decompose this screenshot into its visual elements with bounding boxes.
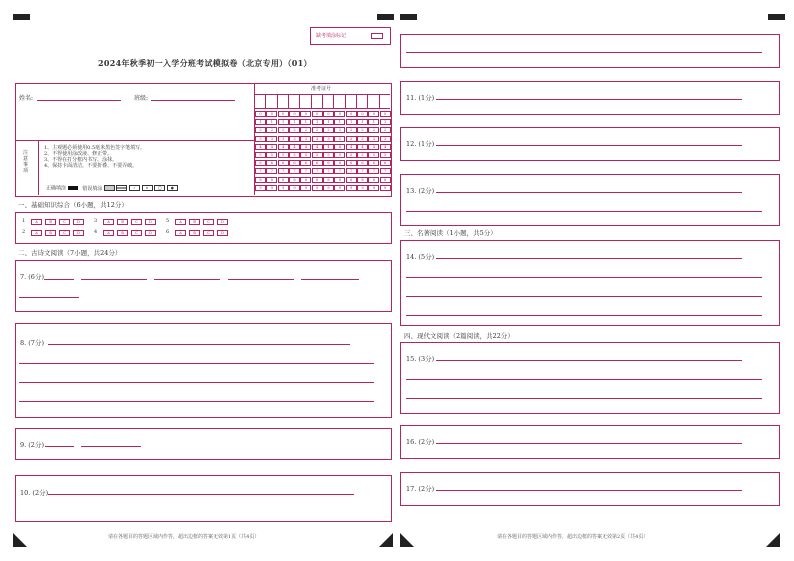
exam-digit-bubble[interactable]: 5 [266,152,277,158]
exam-digit-bubble[interactable]: 7 [357,168,368,174]
q9-box [15,428,392,460]
q8-line-4[interactable] [19,401,374,402]
exam-digit-bubble[interactable]: 4 [255,144,266,150]
exam-digit-bubble[interactable]: 8 [346,177,357,183]
wrong-check-sample: ✓ [129,185,140,191]
exam-digit-bubble[interactable]: 0 [278,111,289,117]
choice-option-bubble[interactable]: B [189,219,200,225]
q7-blank-5[interactable] [301,279,359,280]
exam-digit-bubble[interactable]: 3 [368,136,379,142]
exam-digit-bubble[interactable]: 2 [289,127,300,133]
choice-question-number: 4 [94,229,98,235]
exam-digit-bubble[interactable]: 2 [323,127,334,133]
exam-grid-separator [356,94,357,108]
exam-digit-bubble[interactable]: 3 [346,136,357,142]
exam-grid-separator [322,94,323,108]
exam-digit-bubble[interactable]: 6 [334,160,345,166]
page-1-footer: 请在各题目的答题区域内作答，超出边框的答案无效第1页（共4页） [108,534,260,540]
exam-digit-bubble[interactable]: 8 [266,177,277,183]
exam-digit-bubble[interactable]: 3 [312,136,323,142]
q7-blank-2[interactable] [81,279,147,280]
q12-label: 12. (1分) [406,140,435,148]
exam-digit-bubble[interactable]: 5 [334,152,345,158]
exam-digit-bubble[interactable]: 6 [300,160,311,166]
alignment-mark-top-right [768,14,785,20]
q7-blank-6[interactable] [19,297,79,298]
exam-digit-bubble[interactable]: 9 [255,185,266,191]
choice-option-bubble[interactable]: B [117,230,128,236]
exam-digit-bubble[interactable]: 1 [323,119,334,125]
exam-digit-bubble[interactable]: 8 [334,177,345,183]
exam-digit-bubble[interactable]: 9 [334,185,345,191]
q14-label: 14. (5分) [406,253,435,261]
q7-blank-4[interactable] [228,279,294,280]
exam-digit-bubble[interactable]: 5 [300,152,311,158]
exam-digit-bubble[interactable]: 9 [278,185,289,191]
q16-line[interactable] [436,443,742,444]
q15-line-3[interactable] [406,398,762,399]
exam-digit-bubble[interactable]: 6 [278,160,289,166]
exam-digit-bubble[interactable]: 4 [346,144,357,150]
choice-question-number: 3 [94,218,98,224]
corner-mark-bottom-left [13,533,27,547]
exam-digit-bubble[interactable]: 9 [380,185,391,191]
class-label: 班级: [134,95,149,102]
q8-line-3[interactable] [19,382,374,383]
exam-digit-bubble[interactable]: 7 [266,168,277,174]
exam-digit-bubble[interactable]: 5 [323,152,334,158]
exam-digit-bubble[interactable]: 6 [289,160,300,166]
exam-grid-separator [277,94,278,108]
exam-digit-bubble[interactable]: 7 [346,168,357,174]
absent-mark-box [310,27,391,45]
q14-line-1[interactable] [436,258,742,259]
exam-digit-bubble[interactable]: 2 [300,127,311,133]
choice-option-bubble[interactable]: B [45,230,56,236]
absent-mark-label: 缺考填涂标记 [316,33,347,39]
q13-label: 13. (2分) [406,187,435,195]
q17-label: 17. (2分) [406,485,435,493]
note-2: 2、不得使用涂改液、修正带。 [44,151,113,157]
exam-digit-bubble[interactable]: 1 [346,119,357,125]
exam-digit-bubble[interactable]: 5 [380,152,391,158]
choice-option-bubble[interactable]: C [203,219,214,225]
choice-option-bubble[interactable]: C [59,230,70,236]
q13-line-1[interactable] [436,192,742,193]
exam-grid-separator [299,94,300,108]
q13-box [400,174,780,226]
exam-digit-bubble[interactable]: 7 [323,168,334,174]
exam-digit-bubble[interactable]: 9 [289,185,300,191]
exam-digit-bubble[interactable]: 3 [266,136,277,142]
fill-legend [46,185,178,192]
q17-line[interactable] [436,490,742,491]
section-3-title: 三、名著阅读（1小题，共5分） [404,229,497,237]
exam-digit-bubble[interactable]: 4 [289,144,300,150]
exam-digit-bubble[interactable]: 7 [300,168,311,174]
exam-digit-bubble[interactable]: 1 [278,119,289,125]
q14-line-2[interactable] [406,277,762,278]
wrong-cross-sample: ✕ [142,185,153,191]
choice-option-bubble[interactable]: C [203,230,214,236]
wrong-sample-1 [104,185,115,191]
choice-option-bubble[interactable]: D [73,219,84,225]
exam-digit-bubble[interactable]: 2 [266,127,277,133]
exam-digit-bubble[interactable]: 9 [346,185,357,191]
exam-digit-bubble[interactable]: 9 [357,185,368,191]
notes-list [44,145,249,169]
exam-digit-bubble[interactable]: 5 [289,152,300,158]
exam-digit-bubble[interactable]: 9 [323,185,334,191]
exam-digit-bubble[interactable]: 3 [278,136,289,142]
exam-digit-bubble[interactable]: 0 [255,111,266,117]
q9-label: 9. (2分) [20,441,44,449]
exam-grid-separator [367,94,368,108]
choice-option-bubble[interactable]: A [31,230,42,236]
note-3: 3、不得在打分框内书写、涂抹。 [44,157,118,163]
q16-box [400,425,780,459]
exam-digit-bubble[interactable]: 2 [380,127,391,133]
exam-digit-bubble[interactable]: 0 [289,111,300,117]
alignment-mark-top-center-left [377,14,394,20]
exam-grid-separator [345,94,346,108]
q10-box [15,475,392,522]
corner-mark-bottom-right [766,533,780,547]
exam-digit-bubble[interactable]: 7 [289,168,300,174]
exam-digit-bubble[interactable]: 9 [312,185,323,191]
q14-line-3[interactable] [406,296,762,297]
continuation-box [400,34,780,68]
page-title: 2024年秋季初一入学分班考试模拟卷（北京专用）（01） [98,58,312,68]
q8-label: 8. (7分) [20,339,44,347]
exam-digit-bubble[interactable]: 3 [380,136,391,142]
q15-box [400,342,780,414]
exam-digit-bubble[interactable]: 2 [278,127,289,133]
choice-option-bubble[interactable]: C [131,219,142,225]
exam-grid-separator [265,94,266,108]
exam-digit-bubble[interactable]: 2 [357,127,368,133]
choice-option-bubble[interactable]: A [175,219,186,225]
section-1-title: 一、基础知识综合（6小题，共12分） [18,201,128,209]
choice-option-bubble[interactable]: D [73,230,84,236]
exam-digit-bubble[interactable]: 7 [255,168,266,174]
choice-option-bubble[interactable]: A [103,230,114,236]
exam-digit-bubble[interactable]: 4 [266,144,277,150]
exam-digit-bubble[interactable]: 8 [380,177,391,183]
exam-grid-separator [311,94,312,108]
exam-digit-bubble[interactable]: 0 [300,111,311,117]
alignment-mark-top-left [13,14,30,20]
exam-digit-bubble[interactable]: 6 [266,160,277,166]
q9-blank-2[interactable] [81,446,141,447]
exam-digit-bubble[interactable]: 2 [368,127,379,133]
exam-number-label: 准考证号 [311,86,332,92]
q11-line[interactable] [436,99,742,100]
exam-digit-bubble[interactable]: 1 [334,119,345,125]
q13-line-2[interactable] [406,211,762,212]
q15-line-2[interactable] [406,379,762,380]
exam-digit-bubble[interactable]: 1 [357,119,368,125]
continuation-line[interactable] [406,52,762,53]
exam-digit-bubble[interactable]: 5 [368,152,379,158]
exam-digit-bubble[interactable]: 0 [323,111,334,117]
exam-digit-bubble[interactable]: 0 [368,111,379,117]
name-field[interactable] [37,100,121,101]
note-4: 4、保持卡面清洁，不要折叠、不要弄破。 [44,163,138,169]
wrong-dot-sample: ● [167,185,178,191]
exam-digit-bubble[interactable]: 5 [357,152,368,158]
exam-digit-bubble[interactable]: 1 [368,119,379,125]
wrong-sample-2 [116,185,127,191]
exam-digit-bubble[interactable]: 9 [300,185,311,191]
exam-digit-bubble[interactable]: 4 [300,144,311,150]
q15-label: 15. (3分) [406,355,435,363]
exam-digit-bubble[interactable]: 4 [278,144,289,150]
exam-digit-bubble[interactable]: 2 [312,127,323,133]
q8-line-1[interactable] [48,344,350,345]
q12-box [400,127,780,161]
exam-digit-bubble[interactable]: 8 [289,177,300,183]
exam-digit-bubble[interactable]: 9 [266,185,277,191]
exam-digit-bubble[interactable]: 3 [289,136,300,142]
choice-option-bubble[interactable]: A [103,219,114,225]
q7-box [15,260,392,312]
exam-digit-bubble[interactable]: 3 [323,136,334,142]
choice-option-bubble[interactable]: B [189,230,200,236]
exam-digit-bubble[interactable]: 0 [357,111,368,117]
fill-correct-label: 正确填涂 [46,185,67,192]
q10-line-1[interactable] [48,494,354,495]
choice-option-bubble[interactable]: D [145,219,156,225]
choice-question-number: 6 [166,229,170,235]
exam-digit-bubble[interactable]: 0 [266,111,277,117]
exam-digit-bubble[interactable]: 7 [380,168,391,174]
exam-digit-bubble[interactable]: 5 [278,152,289,158]
choice-option-bubble[interactable]: D [217,219,228,225]
notes-title: 注意事项 [23,150,29,174]
exam-digit-bubble[interactable]: 8 [255,177,266,183]
choice-question-number: 2 [22,229,26,235]
exam-digit-bubble[interactable]: 8 [312,177,323,183]
exam-digit-bubble[interactable]: 6 [380,160,391,166]
wrong-circle-sample: ◯ [154,185,165,191]
exam-digit-bubble[interactable]: 8 [278,177,289,183]
fill-correct-sample [68,186,78,190]
choice-question-number: 5 [166,218,170,224]
exam-digit-bubble[interactable]: 4 [312,144,323,150]
exam-digit-bubble[interactable]: 6 [323,160,334,166]
exam-digit-bubble[interactable]: 7 [278,168,289,174]
exam-digit-bubble[interactable]: 0 [346,111,357,117]
choice-question-number: 1 [22,218,26,224]
exam-digit-bubble[interactable]: 1 [312,119,323,125]
exam-digit-bubble[interactable]: 7 [312,168,323,174]
exam-digit-bubble[interactable]: 4 [323,144,334,150]
section-2-title: 二、古诗文阅读（7小题，共24分） [18,249,122,257]
exam-grid-separator [379,94,380,108]
exam-digit-bubble[interactable]: 6 [357,160,368,166]
choice-option-bubble[interactable]: B [117,219,128,225]
choice-option-bubble[interactable]: A [31,219,42,225]
q16-label: 16. (2分) [406,438,435,446]
corner-mark-bottom-center-right [400,533,414,547]
choice-option-bubble[interactable]: D [217,230,228,236]
section-4-title: 四、现代文阅读（2篇阅读，共22分） [404,332,514,340]
exam-digit-bubble[interactable]: 4 [357,144,368,150]
exam-digit-bubble[interactable]: 7 [368,168,379,174]
choice-option-bubble[interactable]: B [45,219,56,225]
exam-digit-bubble[interactable]: 3 [300,136,311,142]
exam-digit-bubble[interactable]: 4 [380,144,391,150]
page-2-footer: 请在各题目的答题区域内作答，超出边框的答案无效第2页（共4页） [497,534,649,540]
exam-digit-bubble[interactable]: 9 [368,185,379,191]
exam-digit-bubble[interactable]: 1 [289,119,300,125]
exam-digit-bubble[interactable]: 6 [346,160,357,166]
choice-option-bubble[interactable]: C [59,219,70,225]
exam-digit-bubble[interactable]: 6 [312,160,323,166]
exam-digit-bubble[interactable]: 6 [255,160,266,166]
choice-option-bubble[interactable]: D [145,230,156,236]
q7-blank-1[interactable] [44,279,74,280]
exam-digit-bubble[interactable]: 3 [255,136,266,142]
q15-line-1[interactable] [436,360,742,361]
q9-blank-1[interactable] [45,446,74,447]
alignment-mark-top-center-right [400,14,417,20]
q8-line-2[interactable] [19,363,374,364]
exam-digit-bubble[interactable]: 5 [312,152,323,158]
exam-digit-bubble[interactable]: 3 [357,136,368,142]
q12-line[interactable] [436,145,742,146]
exam-digit-bubble[interactable]: 8 [323,177,334,183]
exam-digit-bubble[interactable]: 8 [300,177,311,183]
exam-grid-separator [333,94,334,108]
exam-digit-bubble[interactable]: 8 [368,177,379,183]
class-field[interactable] [151,100,235,101]
q11-label: 11. (1分) [406,94,435,102]
exam-grid-separator [288,94,289,108]
exam-digit-bubble[interactable]: 1 [300,119,311,125]
corner-mark-bottom-center-left [379,533,393,547]
q17-box [400,472,780,506]
note-1: 1、主观题必须使用0.5毫米黑色签字笔填写。 [44,145,146,151]
q7-label: 7. (6分) [20,273,44,281]
exam-digit-bubble[interactable]: 3 [334,136,345,142]
exam-digit-bubble[interactable]: 8 [357,177,368,183]
exam-digit-bubble[interactable]: 1 [255,119,266,125]
exam-digit-bubble[interactable]: 4 [368,144,379,150]
exam-digit-bubble[interactable]: 0 [380,111,391,117]
exam-digit-bubble[interactable]: 1 [266,119,277,125]
exam-digit-bubble[interactable]: 4 [334,144,345,150]
q7-blank-3[interactable] [154,279,220,280]
choice-answer-box [15,212,392,244]
name-label: 姓名: [19,95,34,102]
exam-digit-bubble[interactable]: 5 [255,152,266,158]
q11-box [400,81,780,115]
absent-mark-checkbox[interactable] [371,33,383,39]
exam-digit-bubble[interactable]: 2 [346,127,357,133]
q14-line-4[interactable] [406,315,762,316]
exam-digit-bubble[interactable]: 2 [255,127,266,133]
q8-box [15,323,392,418]
exam-digit-bubble[interactable]: 0 [312,111,323,117]
exam-digit-bubble[interactable]: 7 [334,168,345,174]
q10-label: 10. (2分) [20,489,49,497]
exam-digit-bubble[interactable]: 0 [334,111,345,117]
exam-digit-bubble[interactable]: 5 [346,152,357,158]
fill-wrong-label: 错误填涂 [82,185,103,192]
exam-digit-bubble[interactable]: 6 [368,160,379,166]
exam-digit-bubble[interactable]: 2 [334,127,345,133]
q14-box [400,240,780,326]
exam-digit-bubble[interactable]: 1 [380,119,391,125]
choice-option-bubble[interactable]: C [131,230,142,236]
choice-option-bubble[interactable]: A [175,230,186,236]
